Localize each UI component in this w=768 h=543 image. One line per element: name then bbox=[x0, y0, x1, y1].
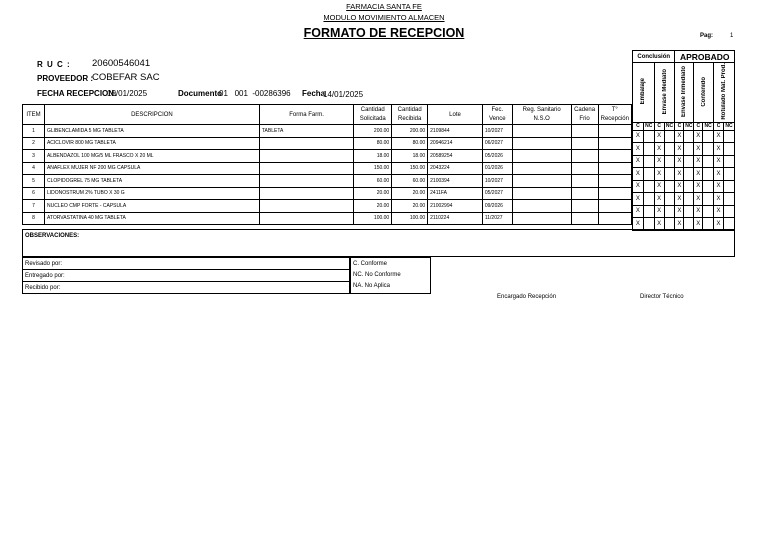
conforme-mark: X bbox=[654, 130, 664, 143]
reg-sanitario-cell bbox=[512, 162, 571, 175]
cadena-frio-cell bbox=[571, 150, 598, 163]
check-col-label: Envase Inmediato bbox=[681, 65, 688, 117]
conforme-mark: X bbox=[694, 130, 703, 143]
no-conforme-cell bbox=[643, 180, 654, 193]
check-col-label: Rotulado Mat. Prod. bbox=[721, 63, 728, 120]
approval-table bbox=[632, 50, 735, 231]
no-conforme-cell bbox=[724, 193, 735, 206]
forma-cell bbox=[259, 150, 353, 163]
no-conforme-cell bbox=[643, 130, 654, 143]
nc-subheader: NC bbox=[704, 123, 712, 130]
reg-sanitario-cell bbox=[512, 125, 571, 138]
page-title: FORMATO DE RECEPCION bbox=[303, 26, 465, 40]
revisado-label: Revisado por: bbox=[23, 258, 350, 270]
conforme-mark: X bbox=[694, 168, 703, 181]
temperatura-cell bbox=[598, 187, 631, 200]
temperatura-cell bbox=[598, 137, 631, 150]
nc-subheader: NC bbox=[645, 123, 653, 130]
cantidad-recibida-cell: 100.00 bbox=[392, 212, 428, 225]
lote-cell: 20589254 bbox=[428, 150, 483, 163]
fecha-recepcion-value: 15/01/2025 bbox=[107, 89, 148, 98]
cantidad-recibida-cell: 150.00 bbox=[392, 162, 428, 175]
col-temp-2: Recepción bbox=[598, 115, 631, 125]
conforme-mark: X bbox=[654, 168, 664, 181]
conforme-mark: X bbox=[633, 218, 644, 231]
no-conforme-cell bbox=[664, 180, 675, 193]
nc-subheader: NC bbox=[665, 123, 674, 130]
company-name: FARMACIA SANTA FE bbox=[346, 2, 422, 11]
conforme-mark: X bbox=[714, 205, 724, 218]
table-row bbox=[23, 212, 632, 225]
conforme-mark: X bbox=[633, 168, 644, 181]
check-col-label: Contenido bbox=[700, 76, 707, 107]
conforme-mark: X bbox=[675, 205, 684, 218]
proveedor-label: PROVEEDOR : bbox=[37, 74, 94, 83]
conforme-mark: X bbox=[654, 193, 664, 206]
forma-cell bbox=[259, 175, 353, 188]
nc-subheader: NC bbox=[725, 123, 733, 130]
col-temp: T° bbox=[598, 105, 631, 115]
vence-cell: 06/2027 bbox=[482, 137, 512, 150]
reg-sanitario-cell bbox=[512, 200, 571, 213]
cantidad-solicitada-cell: 100.00 bbox=[354, 212, 392, 225]
director-label: Director Técnico bbox=[640, 294, 684, 300]
cantidad-solicitada-cell: 80.00 bbox=[354, 137, 392, 150]
conforme-mark: X bbox=[633, 180, 644, 193]
documento-label: Documento bbox=[178, 89, 222, 98]
ruc-label: R U C : bbox=[37, 60, 71, 69]
lote-cell: 2043224 bbox=[428, 162, 483, 175]
check-row bbox=[633, 205, 735, 218]
vence-cell: 05/2026 bbox=[482, 150, 512, 163]
c-subheader: C bbox=[714, 122, 724, 130]
no-conforme-cell bbox=[703, 193, 714, 206]
cantidad-solicitada-cell: 20.00 bbox=[354, 187, 392, 200]
check-row bbox=[633, 155, 735, 168]
col-item: ITEM bbox=[23, 105, 45, 125]
c-subheader: C bbox=[633, 122, 644, 130]
no-conforme-cell bbox=[643, 155, 654, 168]
check-col-header bbox=[633, 63, 655, 123]
conforme-mark: X bbox=[633, 193, 644, 206]
check-row bbox=[633, 180, 735, 193]
conforme-mark: X bbox=[654, 205, 664, 218]
conforme-mark: X bbox=[633, 205, 644, 218]
item-cell: 6 bbox=[23, 187, 45, 200]
conforme-mark: X bbox=[714, 168, 724, 181]
conforme-mark: X bbox=[675, 218, 684, 231]
col-reg-2: N.S.O bbox=[512, 115, 571, 125]
legend-nc: NC. No Conforme bbox=[353, 272, 401, 278]
conforme-mark: X bbox=[714, 143, 724, 156]
reception-table bbox=[22, 104, 632, 225]
lote-cell: 20946214 bbox=[428, 137, 483, 150]
aprobado-header: APROBADO bbox=[675, 51, 735, 63]
forma-cell bbox=[259, 212, 353, 225]
table-row bbox=[23, 150, 632, 163]
no-conforme-cell bbox=[724, 205, 735, 218]
conforme-mark: X bbox=[654, 218, 664, 231]
recibido-label: Recibido por: bbox=[23, 282, 350, 294]
conforme-mark: X bbox=[675, 180, 684, 193]
col-cant-rec-2: Recibida bbox=[392, 115, 428, 125]
item-cell: 7 bbox=[23, 200, 45, 213]
table-row bbox=[23, 162, 632, 175]
temperatura-cell bbox=[598, 212, 631, 225]
no-conforme-cell bbox=[724, 180, 735, 193]
cadena-frio-cell bbox=[571, 187, 598, 200]
col-cadena-2: Frio bbox=[571, 115, 598, 125]
encargado-label: Encargado Recepción bbox=[497, 294, 557, 300]
reg-sanitario-cell bbox=[512, 187, 571, 200]
no-conforme-cell bbox=[643, 168, 654, 181]
col-fec-2: Vence bbox=[482, 115, 512, 125]
forma-cell bbox=[259, 137, 353, 150]
item-cell: 4 bbox=[23, 162, 45, 175]
observations-label: OBSERVACIONES: bbox=[25, 233, 80, 239]
table-row bbox=[23, 200, 632, 213]
no-conforme-cell bbox=[724, 155, 735, 168]
col-cant-sol: Cantidad bbox=[354, 105, 392, 115]
conforme-mark: X bbox=[714, 180, 724, 193]
conforme-mark: X bbox=[675, 130, 684, 143]
conforme-mark: X bbox=[694, 218, 703, 231]
description-cell: GLIBENCLAMIDA 5 MG TABLETA bbox=[44, 125, 259, 138]
no-conforme-cell bbox=[684, 205, 694, 218]
ruc-value: 20600546041 bbox=[92, 58, 151, 69]
check-row bbox=[633, 130, 735, 143]
col-lote: Lote bbox=[428, 105, 483, 125]
no-conforme-cell bbox=[703, 143, 714, 156]
conforme-mark: X bbox=[675, 143, 684, 156]
fecha-value: 14/01/2025 bbox=[323, 90, 364, 99]
conforme-mark: X bbox=[694, 205, 703, 218]
cadena-frio-cell bbox=[571, 212, 598, 225]
page-label: Pag: bbox=[700, 33, 714, 39]
lote-cell: 2411FA bbox=[428, 187, 483, 200]
reg-sanitario-cell bbox=[512, 175, 571, 188]
no-conforme-cell bbox=[724, 143, 735, 156]
conforme-mark: X bbox=[654, 180, 664, 193]
no-conforme-cell bbox=[724, 168, 735, 181]
no-conforme-cell bbox=[703, 130, 714, 143]
vence-cell: 10/2027 bbox=[482, 125, 512, 138]
cantidad-solicitada-cell: 150.00 bbox=[354, 162, 392, 175]
temperatura-cell bbox=[598, 150, 631, 163]
conforme-mark: X bbox=[633, 143, 644, 156]
no-conforme-cell bbox=[643, 193, 654, 206]
vence-cell: 09/2026 bbox=[482, 200, 512, 213]
check-col-header bbox=[654, 63, 675, 123]
observations-box bbox=[22, 229, 735, 257]
item-cell: 5 bbox=[23, 175, 45, 188]
cantidad-solicitada-cell: 20.00 bbox=[354, 200, 392, 213]
conforme-mark: X bbox=[654, 143, 664, 156]
description-cell: ACICLOVIR 800 MG TABLETA bbox=[44, 137, 259, 150]
c-subheader: C bbox=[654, 122, 664, 130]
nc-subheader: NC bbox=[685, 123, 693, 130]
lote-cell: 2109844 bbox=[428, 125, 483, 138]
cantidad-solicitada-cell: 200.00 bbox=[354, 125, 392, 138]
cadena-frio-cell bbox=[571, 125, 598, 138]
legend-box bbox=[350, 257, 431, 294]
cantidad-recibida-cell: 60.00 bbox=[392, 175, 428, 188]
no-conforme-cell bbox=[643, 205, 654, 218]
col-cadena: Cadena bbox=[571, 105, 598, 115]
cantidad-solicitada-cell: 60.00 bbox=[354, 175, 392, 188]
conforme-mark: X bbox=[633, 155, 644, 168]
reg-sanitario-cell bbox=[512, 137, 571, 150]
no-conforme-cell bbox=[664, 193, 675, 206]
cantidad-solicitada-cell: 18.00 bbox=[354, 150, 392, 163]
cantidad-recibida-cell: 80.00 bbox=[392, 137, 428, 150]
no-conforme-cell bbox=[684, 193, 694, 206]
no-conforme-cell bbox=[664, 168, 675, 181]
conforme-mark: X bbox=[675, 168, 684, 181]
vence-cell: 05/2027 bbox=[482, 187, 512, 200]
col-cant-sol-2: Solicitada bbox=[354, 115, 392, 125]
c-subheader: C bbox=[675, 122, 684, 130]
check-col-header bbox=[714, 63, 735, 123]
cadena-frio-cell bbox=[571, 200, 598, 213]
forma-cell bbox=[259, 162, 353, 175]
signature-table bbox=[22, 257, 350, 294]
no-conforme-cell bbox=[703, 155, 714, 168]
reg-sanitario-cell bbox=[512, 212, 571, 225]
conforme-mark: X bbox=[714, 155, 724, 168]
item-cell: 8 bbox=[23, 212, 45, 225]
no-conforme-cell bbox=[664, 155, 675, 168]
forma-cell bbox=[259, 200, 353, 213]
table-row bbox=[23, 187, 632, 200]
cantidad-recibida-cell: 20.00 bbox=[392, 187, 428, 200]
no-conforme-cell bbox=[643, 143, 654, 156]
vence-cell: 11/2027 bbox=[482, 212, 512, 225]
module-name: MODULO MOVIMIENTO ALMACEN bbox=[323, 13, 445, 22]
description-cell: LIDONOSTRUM 2% TUBO X 30 G bbox=[44, 187, 259, 200]
check-row bbox=[633, 143, 735, 156]
check-col-header bbox=[675, 63, 694, 123]
col-reg: Reg. Sanitario bbox=[512, 105, 571, 115]
col-forma: Forma Farm. bbox=[259, 105, 353, 125]
no-conforme-cell bbox=[684, 168, 694, 181]
no-conforme-cell bbox=[684, 143, 694, 156]
cadena-frio-cell bbox=[571, 137, 598, 150]
entregado-label: Entregado por: bbox=[23, 270, 350, 282]
check-row bbox=[633, 168, 735, 181]
lote-cell: 2100394 bbox=[428, 175, 483, 188]
c-subheader: C bbox=[694, 122, 703, 130]
documento-value: 01 001 -00286396 bbox=[219, 89, 291, 98]
lote-cell: 21002994 bbox=[428, 200, 483, 213]
conforme-mark: X bbox=[714, 193, 724, 206]
col-descripcion: DESCRIPCION bbox=[44, 105, 259, 125]
no-conforme-cell bbox=[703, 168, 714, 181]
legend-na: NA. No Aplica bbox=[353, 283, 391, 289]
lote-cell: 2110224 bbox=[428, 212, 483, 225]
description-cell: ATORVASTATINA 40 MG TABLETA bbox=[44, 212, 259, 225]
conforme-mark: X bbox=[694, 155, 703, 168]
fecha-label: Fecha bbox=[302, 89, 326, 98]
page-number: 1 bbox=[730, 33, 734, 39]
conforme-mark: X bbox=[654, 155, 664, 168]
temperatura-cell bbox=[598, 162, 631, 175]
no-conforme-cell bbox=[664, 130, 675, 143]
conforme-mark: X bbox=[633, 130, 644, 143]
table-row bbox=[23, 137, 632, 150]
no-conforme-cell bbox=[664, 205, 675, 218]
item-cell: 3 bbox=[23, 150, 45, 163]
no-conforme-cell bbox=[703, 205, 714, 218]
conforme-mark: X bbox=[675, 155, 684, 168]
description-cell: NUCLEO CMP FORTE - CAPSULA bbox=[44, 200, 259, 213]
check-col-label: Embalaje bbox=[640, 78, 647, 105]
forma-cell: TABLETA bbox=[259, 125, 353, 138]
conforme-mark: X bbox=[694, 143, 703, 156]
conforme-mark: X bbox=[694, 193, 703, 206]
col-cant-rec: Cantidad bbox=[392, 105, 428, 115]
description-cell: CLOPIDOGREL 75 MG TABLETA bbox=[44, 175, 259, 188]
vence-cell: 01/2026 bbox=[482, 162, 512, 175]
forma-cell bbox=[259, 187, 353, 200]
reg-sanitario-cell bbox=[512, 150, 571, 163]
no-conforme-cell bbox=[684, 155, 694, 168]
check-row bbox=[633, 193, 735, 206]
table-row bbox=[23, 175, 632, 188]
description-cell: ANAFLEX MUJER NF 200 MG CAPSULA bbox=[44, 162, 259, 175]
proveedor-value: COBEFAR SAC bbox=[92, 72, 160, 83]
conforme-mark: X bbox=[714, 130, 724, 143]
check-col-header bbox=[694, 63, 714, 123]
cadena-frio-cell bbox=[571, 175, 598, 188]
cantidad-recibida-cell: 18.00 bbox=[392, 150, 428, 163]
cantidad-recibida-cell: 200.00 bbox=[392, 125, 428, 138]
no-conforme-cell bbox=[724, 130, 735, 143]
table-header bbox=[23, 105, 632, 115]
legend-c: C. Conforme bbox=[353, 261, 388, 267]
item-cell: 1 bbox=[23, 125, 45, 138]
cadena-frio-cell bbox=[571, 162, 598, 175]
temperatura-cell bbox=[598, 200, 631, 213]
conclusion-header: Conclusión bbox=[633, 51, 675, 63]
temperatura-cell bbox=[598, 175, 631, 188]
no-conforme-cell bbox=[703, 180, 714, 193]
no-conforme-cell bbox=[664, 143, 675, 156]
col-fec: Fec. bbox=[482, 105, 512, 115]
conforme-mark: X bbox=[675, 193, 684, 206]
cantidad-recibida-cell: 20.00 bbox=[392, 200, 428, 213]
check-col-label: Envase Mediato bbox=[661, 68, 668, 115]
conforme-mark: X bbox=[694, 180, 703, 193]
fecha-recepcion-label: FECHA RECEPCION: bbox=[37, 89, 117, 98]
description-cell: ALBENDAZOL 100 MG/5 ML FRASCO X 20 ML bbox=[44, 150, 259, 163]
conforme-mark: X bbox=[714, 218, 724, 231]
vence-cell: 10/2027 bbox=[482, 175, 512, 188]
table-row bbox=[23, 125, 632, 138]
item-cell: 2 bbox=[23, 137, 45, 150]
no-conforme-cell bbox=[684, 130, 694, 143]
temperatura-cell bbox=[598, 125, 631, 138]
no-conforme-cell bbox=[684, 180, 694, 193]
